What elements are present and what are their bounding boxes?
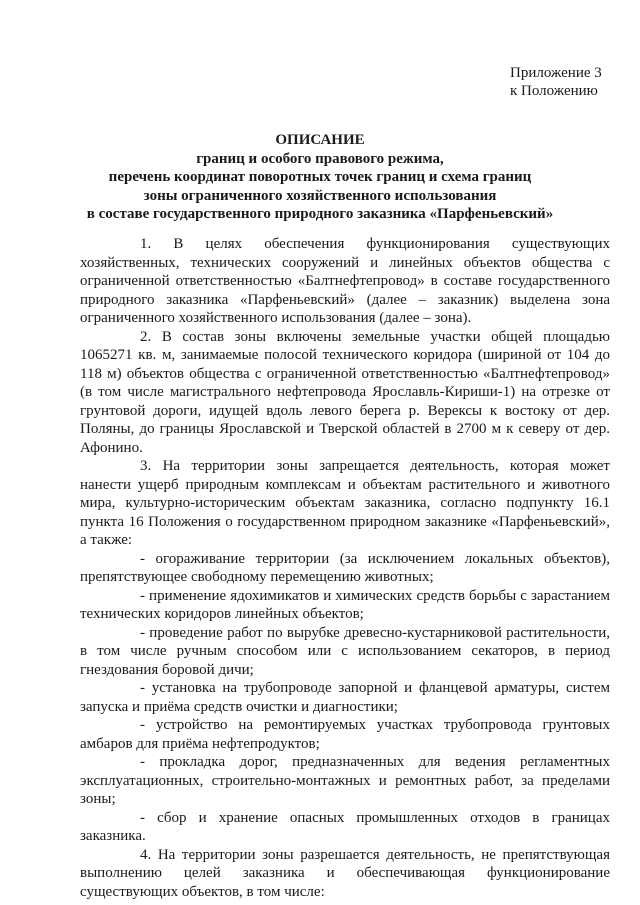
title-line-3: перечень координат поворотных точек границ и схема границ [108,169,532,186]
appendix-number: Приложение 3 [510,65,602,81]
prohibition-item-valves: - установка на трубопроводе запорной и фланцевой арматуры, систем запуска и приёма средств очистки и диагностики; [80,680,610,715]
prohibition-item-chemicals: - применение ядохимикатов и химических средств борьбы с зарастанием технических коридоров линейных объектов; [80,587,610,622]
document-title [80,131,560,224]
title-line-2: границ и особого правового режима, [196,150,444,167]
prohibition-item-clearing: - проведение работ по вырубке древесно-кустарниковой растительности, в том числе ручным способом или с использованием секаторов, в период гнездования боровой дичи; [80,624,610,678]
title-line-5: в составе государственного природного заказника «Парфеньевский» [86,206,554,223]
paragraph-2: 2. В состав зоны включены земельные участки общей площадью 1065271 кв. м, занимаемые полосой технического коридора (шириной от 104 до 118 м) объектов общества с ограниченной ответственностью «Балтнефтепровод» (в том числе магистрального нефтепровода Ярославль-Кириши-1) на отрезке от грунтовой дороги, идущей вдоль левого берега р. Верексы к востоку от дер. Поляны, до границы Ярославской и Тверской областей в 2700 м к северу от дер. Афонино. [80,328,610,456]
appendix-regulation: к Положению [510,83,598,99]
paragraph-1: 1. В целях обеспечения функционирования существующих хозяйственных, технических сооружений и линейных объектов общества с ограниченной ответственностью «Балтнефтепровод» в составе государственного природного заказника «Парфеньевский» (далее – заказник) выделена зона ограниченного хозяйственного использования (далее – зона). [80,236,610,326]
prohibition-item-waste: - сбор и хранение опасных промышленных отходов в границах заказника. [80,809,610,844]
document-body [80,235,610,901]
prohibition-item-roads: - прокладка дорог, предназначенных для ведения регламентных эксплуатационных, строительно-монтажных и ремонтных работ, за пределами зоны; [80,754,610,807]
prohibition-item-pits: - устройство на ремонтируемых участках трубопровода грунтовых амбаров для приёма нефтепродуктов; [80,717,610,752]
prohibition-item-fencing: - огораживание территории (за исключением локальных объектов), препятствующее свободному перемещению животных; [80,550,610,585]
appendix-reference [510,64,630,100]
title-line-4: зоны ограниченного хозяйственного использования [143,187,497,204]
paragraph-3: 3. На территории зоны запрещается деятельность, которая может нанести ущерб природным комплексам и объектам растительного и животного мира, культурно-историческим объектам заказника, согласно подпункту 16.1 пункта 16 Положения о государственном природном заказнике «Парфеньевский», а также: [80,458,610,548]
title-heading: ОПИСАНИЕ [275,132,365,148]
paragraph-4: 4. На территории зоны разрешается деятельность, не препятствующая выполнению целей заказника и обеспечивающая функционирование существующих объектов, в том числе: [80,846,610,900]
